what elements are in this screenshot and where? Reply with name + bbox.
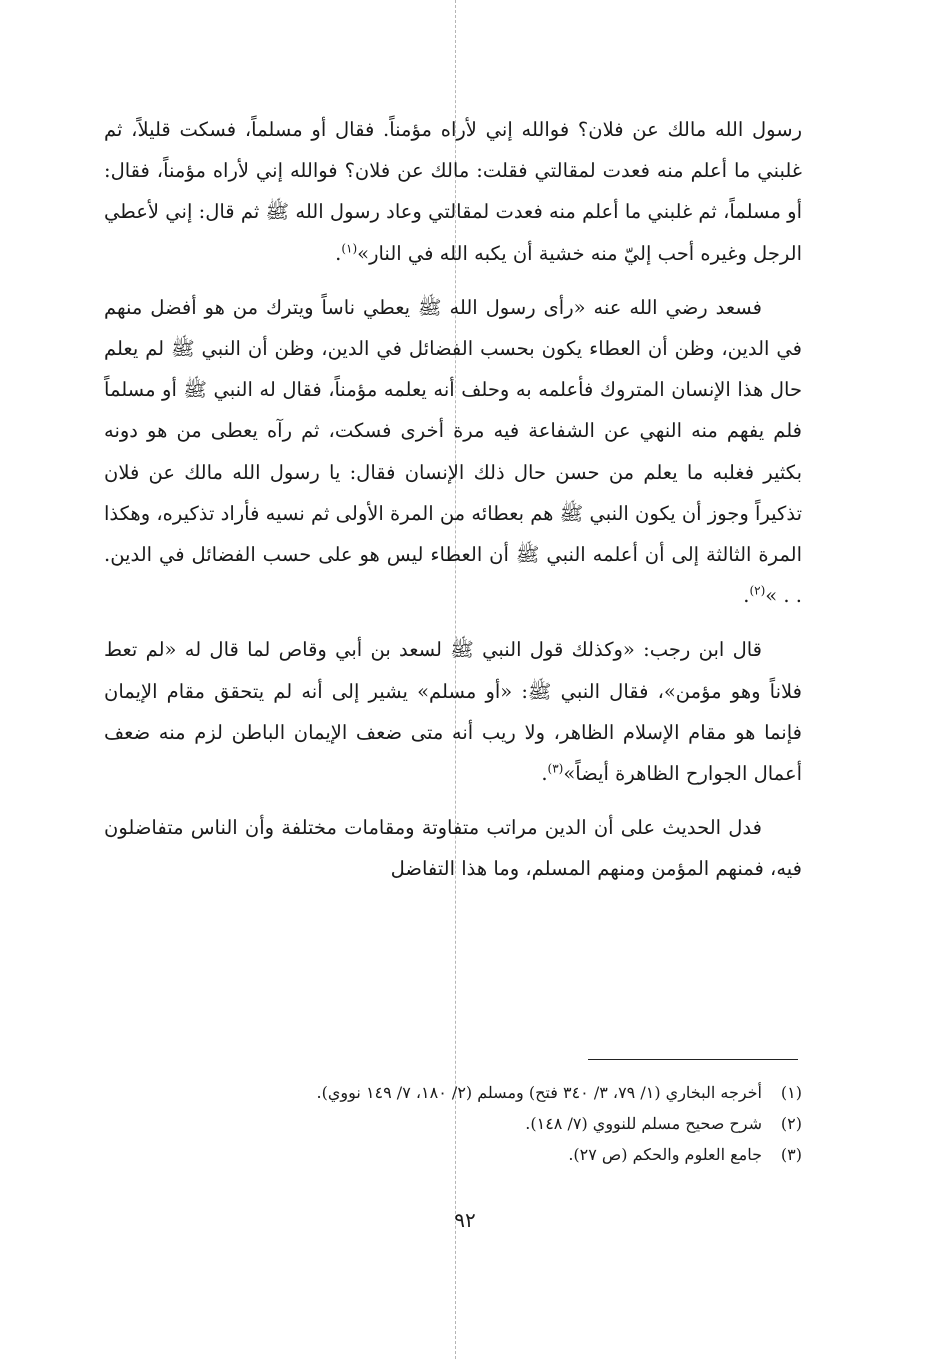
paragraph-2 xyxy=(104,287,802,617)
paragraph-1 xyxy=(104,109,802,274)
footnote-1-text: أخرجه البخاري (١/ ٧٩، ٣/ ٣٤٠ فتح) ومسلم (٢/ ١٨٠، ٧/ ١٤٩ نووي). xyxy=(316,1083,762,1102)
paragraph-1-text: رسول الله مالك عن فلان؟ فوالله إني لأراه مؤمناً. فقال أو مسلماً، فسكت قليلاً، ثم غلبني ما أعلم منه فعدت لمقالتي فقلت: مالك عن فلان؟ فوالله إني لأراه مؤمناً، فقال: أو مسلماً، ثم غلبني ما أعلم منه فعدت لمقالتي وعاد رسول الله ﷺ ثم قال: إني لأعطي الرجل وغيره أحب إليّ منه خشية أن يكبه الله في النار» xyxy=(104,118,802,265)
footnote-1 xyxy=(200,1077,802,1108)
footnote-3-number: (٣) xyxy=(780,1145,802,1164)
footnote-ref-3: (٣) xyxy=(547,761,564,776)
paragraph-3-text: قال ابن رجب: «وكذلك قول النبي ﷺ لسعد بن أبي وقاص لما قال له «لم تعط فلاناً وهو مؤمن»، فقال النبي ﷺ: «أو مسلم» يشير إلى أنه لم يتحقق مقام الإيمان فإنما هو مقام الإسلام الظاهر، ولا ريب أنه متى ضعف الإيمان الباطن لزم منه ضعف أعمال الجوارح الظاهرة أيضاً» xyxy=(104,638,802,786)
footnotes xyxy=(200,1077,802,1170)
paragraph-2-end: . xyxy=(743,584,750,608)
paragraph-2-text: فسعد رضي الله عنه «رأى رسول الله ﷺ يعطي ناساً ويترك من هو أفضل منهم في الدين، وظن أن العطاء يكون بحسب الفضائل في الدين، وظن أن النبي ﷺ لم يعلم حال هذا الإنسان المتروك فأعلمه به وحلف أنه يعلمه مؤمناً، فقال له النبي ﷺ أو مسلماً فلم يفهم منه النهي عن الشفاعة فيه مرة أخرى فسكت، ثم رآه يعطى من هو دونه بكثير فغلبه ما يعلم من حسن حال ذلك الإنسان فقال: يا رسول الله مالك عن فلان تذكيراً وجوز أن يكون النبي ﷺ هم بعطائه من المرة الأولى ثم نسيه فأراد تذكيره، وهكذا المرة الثالثة إلى أن أعلمه النبي ﷺ أن العطاء ليس هو على حسب الفضائل في الدين. . . » xyxy=(104,295,802,608)
footnote-3 xyxy=(200,1139,802,1170)
main-text xyxy=(104,109,802,890)
footnote-ref-2: (٢) xyxy=(749,583,766,598)
footnote-separator xyxy=(588,1059,798,1060)
footnote-2-number: (٢) xyxy=(780,1114,802,1133)
paragraph-1-end: . xyxy=(335,241,342,265)
footnote-2-text: شرح صحيح مسلم للنووي (٧/ ١٤٨). xyxy=(525,1114,762,1133)
footnote-3-text: جامع العلوم والحكم (ص ٢٧). xyxy=(568,1145,762,1164)
footnote-1-number: (١) xyxy=(780,1083,802,1102)
page-number: ٩٢ xyxy=(454,1208,476,1232)
paragraph-3 xyxy=(104,629,802,794)
paragraph-3-end: . xyxy=(541,762,548,786)
footnote-ref-1: (١) xyxy=(341,241,358,256)
footnote-2 xyxy=(200,1108,802,1139)
paragraph-4: فدل الحديث على أن الدين مراتب متفاوتة ومقامات مختلفة وأن الناس متفاضلون فيه، فمنهم المؤمن ومنهم المسلم، وما هذا التفاضل xyxy=(104,816,802,881)
